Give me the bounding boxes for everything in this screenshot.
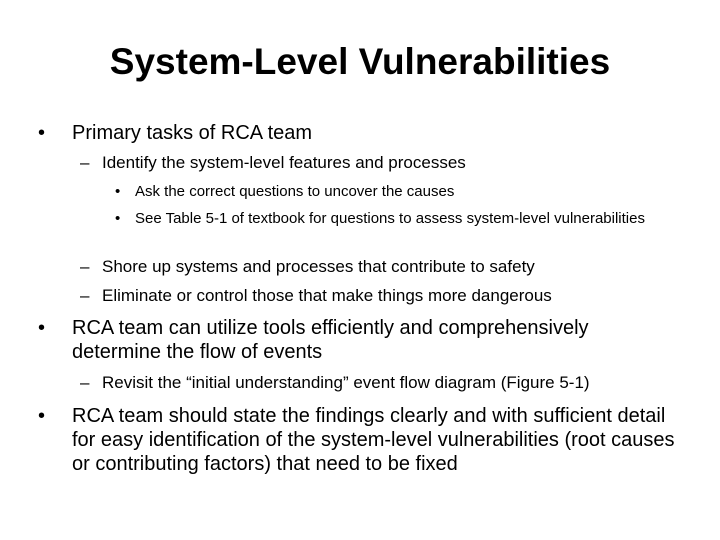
sub-bullet-item [80, 256, 680, 278]
bullet-dash-icon: – [80, 373, 90, 392]
bullet-dash-icon: – [80, 257, 90, 276]
bullet-dot-icon: • [38, 122, 46, 144]
bullet-dot-icon: • [38, 317, 46, 339]
bullet-item [38, 121, 688, 145]
bullet-text: RCA team should state the findings clearly and with sufficient detail for easy identification of the system-level vulnerabilities (root causes or contributing factors) that need to be fixed [72, 405, 675, 475]
sub-sub-bullet-text: Ask the correct questions to uncover the causes [135, 183, 455, 200]
sub-bullet-text: Revisit the “initial understanding” event flow diagram (Figure 5-1) [102, 373, 590, 392]
bullet-item [38, 316, 678, 364]
bullet-dot-icon: • [38, 405, 46, 427]
sub-bullet-text: Identify the system-level features and processes [102, 153, 466, 172]
bullet-dot-icon: • [115, 183, 121, 200]
sub-sub-bullet-item [115, 209, 660, 228]
bullet-dash-icon: – [80, 286, 90, 305]
sub-bullet-text: Shore up systems and processes that contribute to safety [102, 257, 535, 276]
sub-bullet-item [80, 152, 680, 174]
bullet-item [38, 404, 688, 476]
slide-title: System-Level Vulnerabilities [109, 41, 611, 82]
bullet-text: Primary tasks of RCA team [72, 122, 313, 144]
bullet-dot-icon: • [115, 210, 121, 227]
sub-bullet-item [80, 285, 680, 307]
sub-bullet-text: Eliminate or control those that make things more dangerous [102, 286, 552, 305]
bullet-dash-icon: – [80, 153, 90, 172]
sub-bullet-item [80, 372, 700, 394]
sub-sub-bullet-item [115, 182, 675, 201]
bullet-text: RCA team can utilize tools efficiently and comprehensively determine the flow of events [72, 317, 589, 363]
sub-sub-bullet-text: See Table 5-1 of textbook for questions to assess system-level vulnerabilities [135, 210, 645, 227]
